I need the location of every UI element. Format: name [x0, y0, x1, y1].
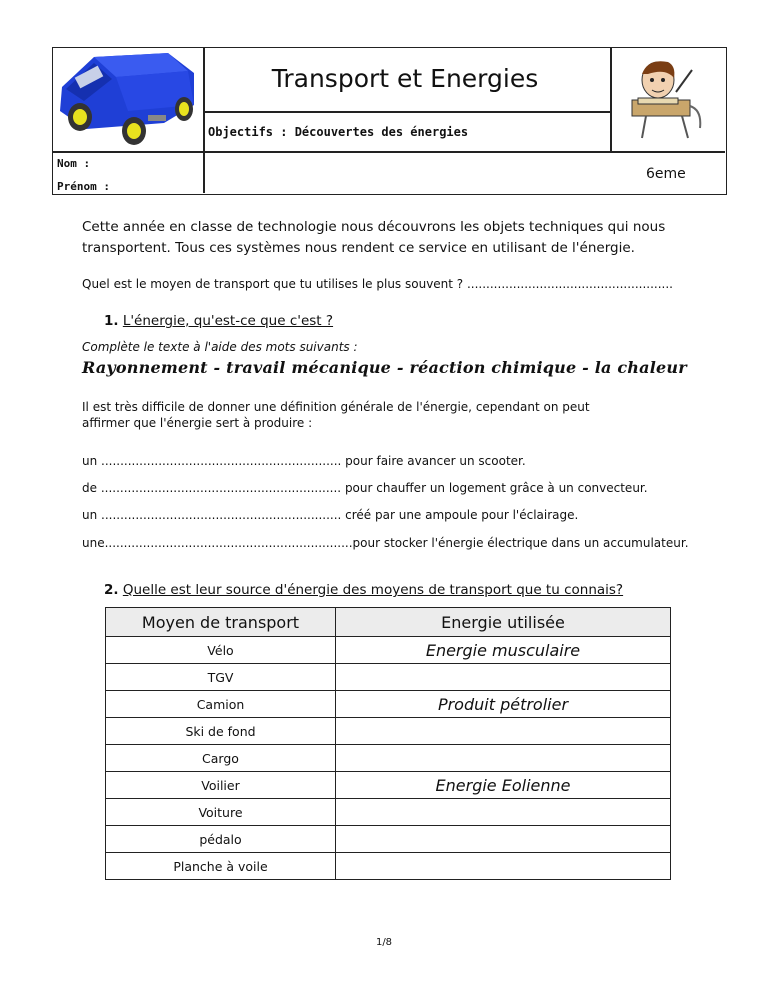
- energy-cell[interactable]: [336, 799, 671, 826]
- transport-question: Quel est le moyen de transport que tu utilises le plus souvent ? ......................................................: [82, 277, 673, 291]
- section1-heading: [104, 313, 333, 329]
- table-row: [106, 718, 671, 745]
- column-header-transport: Moyen de transport: [106, 608, 336, 637]
- word-list: Rayonnement - travail mécanique - réaction chimique - la chaleur: [82, 358, 687, 377]
- energy-cell[interactable]: [336, 664, 671, 691]
- fill-line-1: un ............................................................... pour faire avancer un scooter.: [82, 454, 526, 468]
- energy-table: [105, 607, 671, 880]
- objectives-text: Objectifs : Découvertes des énergies: [208, 125, 469, 139]
- fill-line-4: une.................................................................pour stocker l'énergie électrique dans un accumulateur.: [82, 536, 689, 550]
- grade-label: 6eme: [646, 166, 686, 182]
- intro-line-1: Cette année en classe de technologie nous découvrons les objets techniques qui nous: [82, 219, 666, 235]
- fill-line-3: un ............................................................... créé par une ampoule pour l'éclairage.: [82, 508, 579, 522]
- table-row: [106, 799, 671, 826]
- energy-cell[interactable]: [336, 826, 671, 853]
- intro-line-2: transportent. Tous ces systèmes nous rendent ce service en utilisant de l'énergie.: [82, 240, 635, 256]
- energy-cell[interactable]: Energie Eolienne: [336, 772, 671, 799]
- section1-text-line-2: affirmer que l'énergie sert à produire :: [82, 416, 313, 430]
- page-number: 1/8: [375, 937, 393, 948]
- name-label: Nom :: [57, 157, 91, 170]
- table-row: [106, 853, 671, 880]
- header-divider-title: [203, 111, 610, 113]
- table-row: [106, 745, 671, 772]
- car-illustration: [56, 49, 200, 147]
- table-header-row: [106, 608, 671, 637]
- firstname-label: Prénom :: [57, 180, 110, 193]
- section2-title: Quelle est leur source d'énergie des moyens de transport que tu connais?: [122, 582, 624, 598]
- fill-line-2: de ............................................................... pour chauffer un logement grâce à un convecteur.: [82, 481, 648, 495]
- transport-cell: Cargo: [106, 745, 336, 772]
- section2-number: 2.: [104, 582, 119, 598]
- transport-cell: TGV: [106, 664, 336, 691]
- energy-cell[interactable]: [336, 718, 671, 745]
- energy-cell[interactable]: Produit pétrolier: [336, 691, 671, 718]
- transport-cell: Voilier: [106, 772, 336, 799]
- transport-cell: Ski de fond: [106, 718, 336, 745]
- header-divider-name: [53, 151, 725, 153]
- section1-text-line-1: Il est très difficile de donner une définition générale de l'énergie, cependant on peut: [82, 400, 590, 414]
- table-row: [106, 826, 671, 853]
- table-row: [106, 664, 671, 691]
- transport-cell: Planche à voile: [106, 853, 336, 880]
- energy-cell[interactable]: Energie musculaire: [336, 637, 671, 664]
- table-row: [106, 637, 671, 664]
- header-divider-right: [610, 48, 612, 152]
- transport-cell: Camion: [106, 691, 336, 718]
- table-row: [106, 691, 671, 718]
- section2-heading: [104, 582, 623, 598]
- transport-cell: Vélo: [106, 637, 336, 664]
- student-illustration: [618, 52, 714, 142]
- page-title: Transport et Energies: [271, 64, 539, 93]
- energy-cell[interactable]: [336, 853, 671, 880]
- section1-number: 1.: [104, 313, 119, 329]
- energy-cell[interactable]: [336, 745, 671, 772]
- transport-cell: Voiture: [106, 799, 336, 826]
- table-row: [106, 772, 671, 799]
- section1-title: L'énergie, qu'est-ce que c'est ?: [122, 313, 334, 329]
- transport-cell: pédalo: [106, 826, 336, 853]
- section1-instruction: Complète le texte à l'aide des mots suivants :: [82, 340, 358, 354]
- column-header-energy: Energie utilisée: [336, 608, 671, 637]
